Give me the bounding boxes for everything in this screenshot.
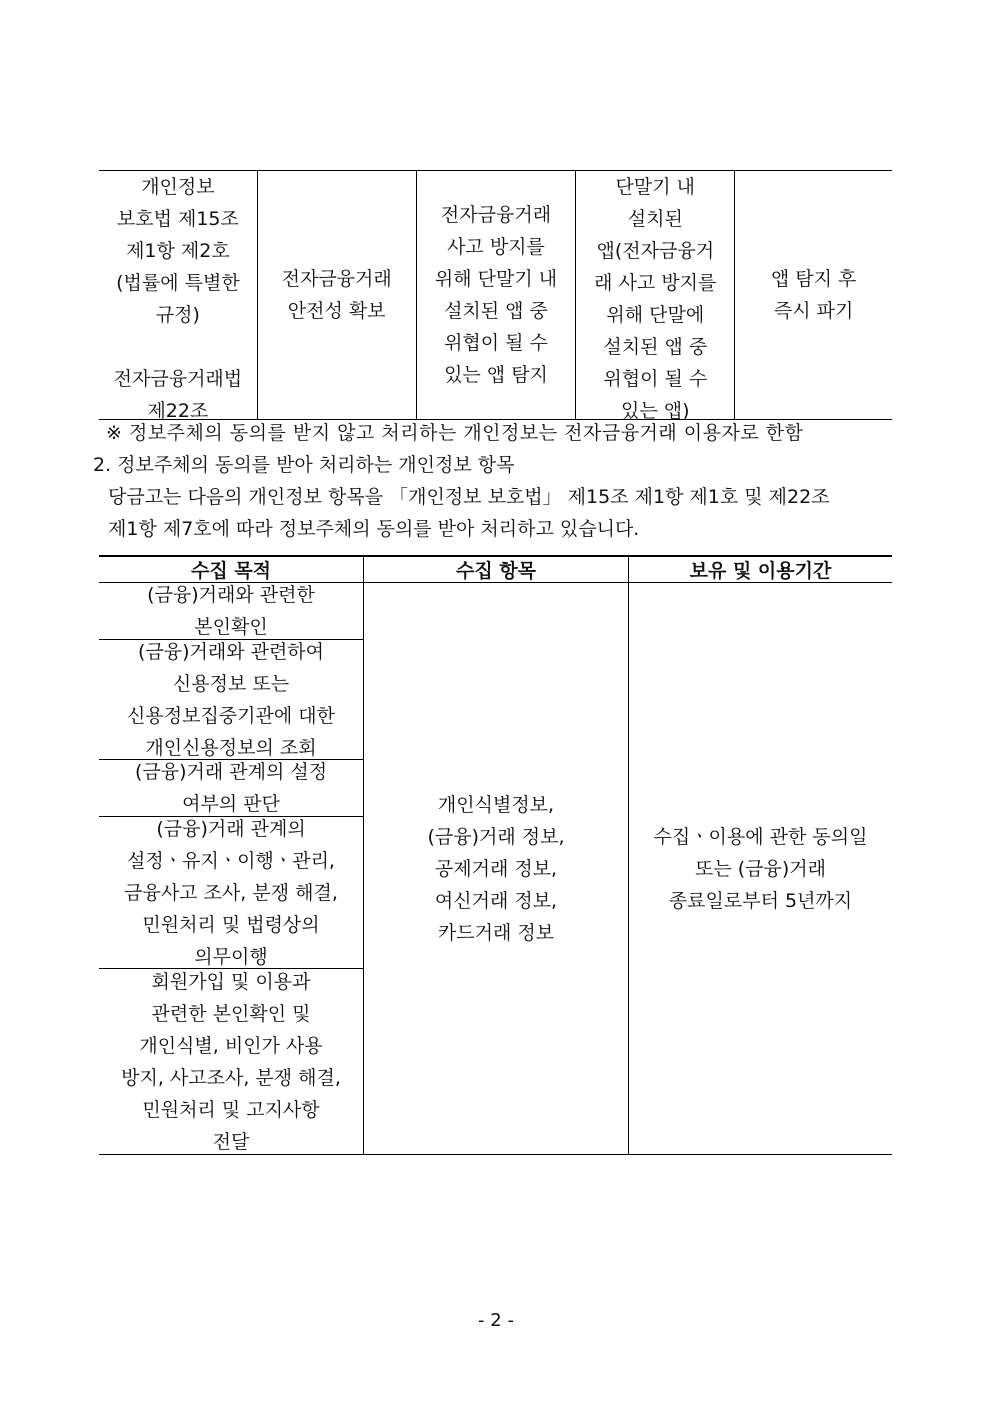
items-line: 있는 앱) [621,400,690,422]
period-column [628,583,892,1154]
purpose-line: (금융)거래 관계의 [156,817,306,840]
purpose-line: 방지, 사고조사, 분쟁 해결, [121,1066,341,1089]
purpose-cell [99,583,363,639]
item-line: 여신거래 정보, [434,889,558,912]
items-line: 설치된 [627,208,683,230]
note-text: ※ 정보주체의 동의를 받지 않고 처리하는 개인정보는 전자금융거래 이용자로 한함 [106,422,804,444]
header-items: 수집 항목 [363,557,628,582]
legal-basis-line: 개인정보 [141,176,215,198]
purpose-line: 전자금융거래 [281,268,392,290]
method-line: 설치된 앱 중 [444,300,548,322]
legal-basis-line: 규정) [155,304,200,326]
items-line: 앱(전자금융거 [596,240,715,262]
page-number: - 2 - [478,1310,514,1331]
purpose-line: (금융)거래와 관련한 [147,584,315,606]
purpose-line: (금융)거래 관계의 설정 [134,761,328,783]
method-line: 위협이 될 수 [444,332,548,354]
purpose-line: 의무이행 [194,945,268,968]
legal-basis-line: 전자금융거래법 [113,368,243,390]
legal-basis-line: 제22조 [147,400,209,422]
purpose-line: 관련한 본인확인 및 [151,1002,311,1025]
items-line: 위해 단말에 [606,304,705,326]
purpose-line: (금융)거래와 관련하여 [137,640,325,663]
purpose-line: 신용정보집중기관에 대한 [127,704,335,727]
purpose-line: 금융사고 조사, 분쟁 해결, [124,881,338,904]
purpose-cell [257,171,416,419]
purpose-line: 개인신용정보의 조회 [145,736,317,759]
purpose-line: 개인식별, 비인가 사용 [139,1034,323,1057]
purpose-line: 안전성 확보 [287,300,386,322]
method-line: 있는 앱 탐지 [444,364,548,386]
items-line: 단말기 내 [615,176,696,198]
items-cell [575,171,734,422]
item-line: (금융)거래 정보, [427,825,565,848]
method-line: 전자금융거래 [440,204,552,226]
purpose-line: 회원가입 및 이용과 [151,970,311,993]
items-line: 위협이 될 수 [603,368,708,390]
purposes-column [99,583,363,1154]
header-purpose: 수집 목적 [190,560,272,582]
items-line: 래 사고 방지를 [594,272,717,294]
period-line: 수집ㆍ이용에 관한 동의일 [653,825,868,848]
legal-basis-line: 보호법 제15조 [116,208,239,230]
item-line: 카드거래 정보 [437,921,555,944]
purpose-line: 여부의 판단 [182,793,280,815]
legal-basis-line: (법률에 특별한 [116,272,240,294]
purpose-cell [99,816,363,968]
table-body-row [99,583,892,1154]
purpose-cell [99,639,363,759]
purpose-line: 본인확인 [194,616,268,638]
consent-items-table [99,555,892,1155]
header-period: 보유 및 이용기간 [628,557,892,582]
purpose-line: 신용정보 또는 [172,672,290,695]
section-heading: 2. 정보주체의 동의를 받아 처리하는 개인정보 항목 [93,454,515,476]
legal-basis-table [99,170,892,420]
purpose-line: 전달 [212,1130,250,1153]
method-cell [416,171,576,419]
period-line: 또는 (금융)거래 [695,857,826,880]
item-line: 공제거래 정보, [434,857,558,880]
paragraph-line: 제1항 제7호에 따라 정보주체의 동의를 받아 처리하고 있습니다. [108,518,640,540]
purpose-cell [99,759,363,816]
purpose-line: 민원처리 및 고지사항 [142,1098,320,1121]
legal-basis-cell [99,171,257,422]
retention-line: 앱 탐지 후 [770,268,857,290]
method-line: 위해 단말기 내 [434,268,558,290]
items-line: 설치된 앱 중 [603,336,708,358]
legal-basis-line [175,331,181,363]
purpose-line: 민원처리 및 법령상의 [142,913,320,936]
retention-cell [734,171,892,419]
items-column [363,583,628,1154]
method-line: 사고 방지를 [447,236,545,258]
retention-line: 즉시 파기 [773,300,854,322]
paragraph-line: 당금고는 다음의 개인정보 항목을 「개인정보 보호법」 제15조 제1항 제1호 및 제22조 [108,486,830,508]
purpose-line: 설정ㆍ유지ㆍ이행ㆍ관리, [127,849,335,872]
legal-basis-line: 제1항 제2호 [126,240,230,262]
item-line: 개인식별정보, [437,793,555,816]
purpose-cell [99,968,363,1154]
period-line: 종료일로부터 5년까지 [668,889,853,912]
